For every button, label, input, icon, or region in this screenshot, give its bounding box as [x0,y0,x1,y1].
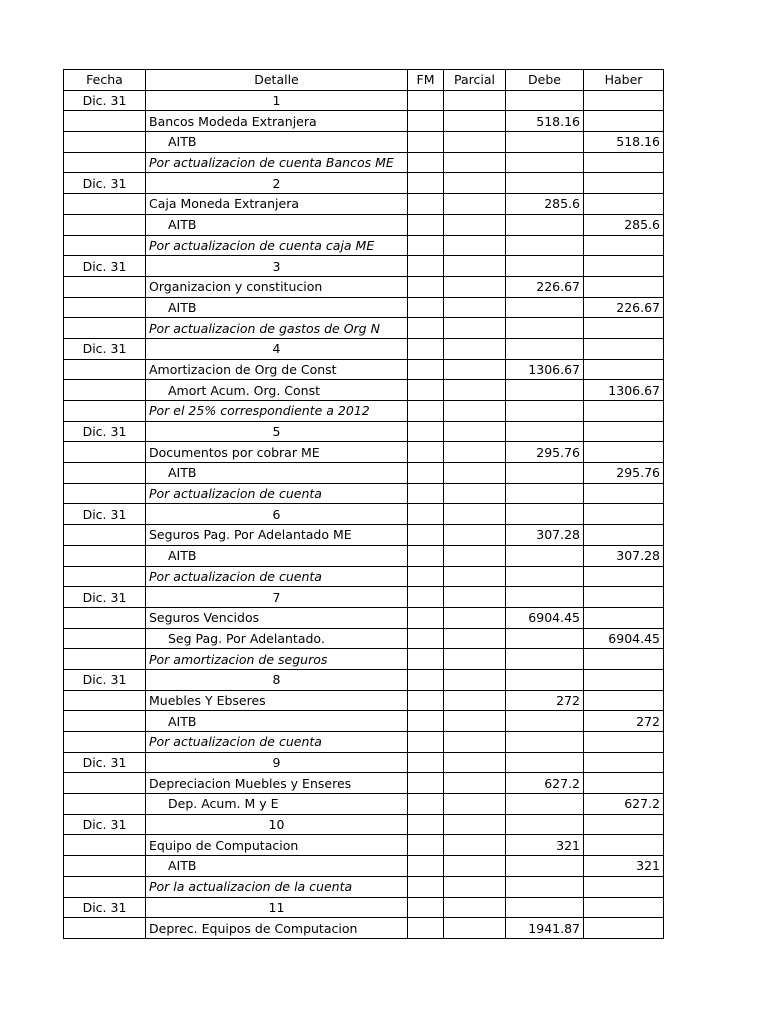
table-row [64,111,664,132]
parcial-cell [444,276,506,297]
fecha-cell [64,442,146,463]
fm-cell [408,690,444,711]
table-row [64,690,664,711]
detalle-cell: Por actualizacion de cuenta [146,566,408,587]
parcial-cell [444,421,506,442]
header-haber: Haber [584,70,664,91]
debe-cell [506,235,584,256]
parcial-cell [444,876,506,897]
header-fm: FM [408,70,444,91]
fm-cell [408,483,444,504]
parcial-cell [444,214,506,235]
debe-cell: 307.28 [506,525,584,546]
fecha-cell [64,111,146,132]
table-row [64,856,664,877]
detalle-cell: Seguros Pag. Por Adelantado ME [146,525,408,546]
fecha-cell [64,194,146,215]
haber-cell: 295.76 [584,463,664,484]
fm-cell [408,297,444,318]
detalle-cell: 2 [146,173,408,194]
debe-cell [506,318,584,339]
fm-cell [408,214,444,235]
haber-cell: 226.67 [584,297,664,318]
debe-cell [506,669,584,690]
fecha-cell [64,318,146,339]
fm-cell [408,90,444,111]
debe-cell [506,649,584,670]
fm-cell [408,359,444,380]
table-row [64,504,664,525]
fm-cell [408,338,444,359]
parcial-cell [444,773,506,794]
table-row [64,173,664,194]
fecha-cell [64,483,146,504]
fecha-cell: Dic. 31 [64,504,146,525]
detalle-cell: AITB [146,297,408,318]
haber-cell [584,194,664,215]
fecha-cell [64,359,146,380]
detalle-cell: 1 [146,90,408,111]
debe-cell [506,732,584,753]
detalle-cell: Por actualizacion de cuenta caja ME [146,235,408,256]
haber-cell [584,256,664,277]
haber-cell [584,732,664,753]
debe-cell [506,421,584,442]
detalle-cell: Equipo de Computacion [146,835,408,856]
table-row [64,235,664,256]
table-row [64,194,664,215]
fm-cell [408,607,444,628]
parcial-cell [444,318,506,339]
fm-cell [408,235,444,256]
fm-cell [408,463,444,484]
fecha-cell: Dic. 31 [64,90,146,111]
table-row [64,214,664,235]
debe-cell [506,173,584,194]
haber-cell: 285.6 [584,214,664,235]
debe-cell [506,380,584,401]
parcial-cell [444,649,506,670]
haber-cell: 6904.45 [584,628,664,649]
fm-cell [408,442,444,463]
detalle-cell: Por amortizacion de seguros [146,649,408,670]
table-row [64,318,664,339]
fecha-cell [64,711,146,732]
parcial-cell [444,194,506,215]
parcial-cell [444,566,506,587]
haber-cell [584,876,664,897]
haber-cell [584,483,664,504]
parcial-cell [444,483,506,504]
detalle-cell: Por actualizacion de cuenta Bancos ME [146,152,408,173]
detalle-cell: Por actualizacion de gastos de Org N [146,318,408,339]
parcial-cell [444,690,506,711]
parcial-cell [444,711,506,732]
haber-cell: 272 [584,711,664,732]
detalle-cell: 8 [146,669,408,690]
fecha-cell: Dic. 31 [64,752,146,773]
haber-cell: 518.16 [584,132,664,153]
table-row [64,876,664,897]
table-row [64,628,664,649]
table-row [64,359,664,380]
fecha-cell [64,276,146,297]
haber-cell: 1306.67 [584,380,664,401]
table-row [64,814,664,835]
fm-cell [408,173,444,194]
table-row [64,380,664,401]
fecha-cell [64,649,146,670]
debe-cell [506,794,584,815]
fm-cell [408,669,444,690]
parcial-cell [444,814,506,835]
parcial-cell [444,545,506,566]
detalle-cell: 11 [146,897,408,918]
haber-cell [584,587,664,608]
parcial-cell [444,732,506,753]
table-row [64,442,664,463]
debe-cell [506,132,584,153]
detalle-cell: Por actualizacion de cuenta [146,732,408,753]
detalle-cell: 4 [146,338,408,359]
header-row [64,70,664,91]
fm-cell [408,421,444,442]
haber-cell [584,111,664,132]
debe-cell [506,338,584,359]
fecha-cell: Dic. 31 [64,338,146,359]
parcial-cell [444,359,506,380]
detalle-cell: 5 [146,421,408,442]
parcial-cell [444,442,506,463]
table-row [64,835,664,856]
haber-cell [584,276,664,297]
haber-cell: 321 [584,856,664,877]
fecha-cell [64,732,146,753]
debe-cell [506,711,584,732]
haber-cell [584,897,664,918]
haber-cell [584,773,664,794]
debe-cell: 6904.45 [506,607,584,628]
parcial-cell [444,752,506,773]
detalle-cell: Bancos Modeda Extranjera [146,111,408,132]
detalle-cell: Por la actualizacion de la cuenta [146,876,408,897]
parcial-cell [444,504,506,525]
header-parcial: Parcial [444,70,506,91]
fm-cell [408,587,444,608]
detalle-cell: 3 [146,256,408,277]
fm-cell [408,876,444,897]
debe-cell [506,876,584,897]
detalle-cell: Amort Acum. Org. Const [146,380,408,401]
table-row [64,773,664,794]
haber-cell [584,442,664,463]
haber-cell [584,814,664,835]
parcial-cell [444,235,506,256]
fecha-cell [64,214,146,235]
fm-cell [408,111,444,132]
fecha-cell [64,401,146,422]
fecha-cell [64,545,146,566]
fecha-cell [64,525,146,546]
fecha-cell: Dic. 31 [64,421,146,442]
haber-cell [584,607,664,628]
detalle-cell: 9 [146,752,408,773]
fecha-cell [64,566,146,587]
fecha-cell [64,607,146,628]
detalle-cell: Por el 25% correspondiente a 2012 [146,401,408,422]
fm-cell [408,566,444,587]
debe-cell [506,856,584,877]
detalle-cell: Muebles Y Ebseres [146,690,408,711]
detalle-cell: AITB [146,856,408,877]
debe-cell: 1941.87 [506,918,584,939]
table-row [64,545,664,566]
fm-cell [408,794,444,815]
detalle-cell: Seg Pag. Por Adelantado. [146,628,408,649]
haber-cell [584,152,664,173]
debe-cell [506,814,584,835]
table-row [64,338,664,359]
debe-cell [506,587,584,608]
debe-cell [506,628,584,649]
fm-cell [408,814,444,835]
debe-cell [506,752,584,773]
table-row [64,918,664,939]
parcial-cell [444,897,506,918]
fm-cell [408,545,444,566]
fm-cell [408,711,444,732]
haber-cell [584,525,664,546]
parcial-cell [444,607,506,628]
detalle-cell: AITB [146,711,408,732]
table-row [64,897,664,918]
debe-cell [506,545,584,566]
debe-cell: 272 [506,690,584,711]
table-row [64,152,664,173]
table-row [64,90,664,111]
haber-cell [584,173,664,194]
parcial-cell [444,587,506,608]
haber-cell [584,669,664,690]
table-row [64,732,664,753]
debe-cell: 295.76 [506,442,584,463]
haber-cell [584,338,664,359]
detalle-cell: 7 [146,587,408,608]
fm-cell [408,504,444,525]
parcial-cell [444,628,506,649]
table-row [64,297,664,318]
header-debe: Debe [506,70,584,91]
fecha-cell [64,297,146,318]
parcial-cell [444,380,506,401]
haber-cell: 307.28 [584,545,664,566]
table-row [64,794,664,815]
fm-cell [408,276,444,297]
header-detalle: Detalle [146,70,408,91]
parcial-cell [444,835,506,856]
debe-cell [506,256,584,277]
journal-body [64,90,664,938]
haber-cell [584,90,664,111]
fm-cell [408,918,444,939]
fecha-cell: Dic. 31 [64,897,146,918]
detalle-cell: AITB [146,545,408,566]
fecha-cell [64,876,146,897]
haber-cell [584,421,664,442]
fecha-cell [64,132,146,153]
debe-cell [506,152,584,173]
debe-cell [506,214,584,235]
table-row [64,132,664,153]
haber-cell [584,359,664,380]
table-row [64,752,664,773]
table-row [64,587,664,608]
detalle-cell: Seguros Vencidos [146,607,408,628]
debe-cell [506,566,584,587]
fm-cell [408,856,444,877]
fecha-cell [64,856,146,877]
parcial-cell [444,173,506,194]
fecha-cell [64,918,146,939]
fm-cell [408,380,444,401]
table-row [64,401,664,422]
fm-cell [408,752,444,773]
table-row [64,463,664,484]
detalle-cell: AITB [146,214,408,235]
fecha-cell: Dic. 31 [64,814,146,835]
fecha-cell [64,235,146,256]
fm-cell [408,732,444,753]
debe-cell [506,401,584,422]
haber-cell [584,566,664,587]
detalle-cell: Organizacion y constitucion [146,276,408,297]
detalle-cell: 10 [146,814,408,835]
haber-cell [584,918,664,939]
debe-cell: 627.2 [506,773,584,794]
fecha-cell [64,380,146,401]
table-row [64,525,664,546]
fm-cell [408,194,444,215]
fecha-cell: Dic. 31 [64,587,146,608]
parcial-cell [444,856,506,877]
fecha-cell: Dic. 31 [64,173,146,194]
fecha-cell [64,628,146,649]
table-row [64,276,664,297]
table-row [64,711,664,732]
haber-cell [584,690,664,711]
detalle-cell: Dep. Acum. M y E [146,794,408,815]
haber-cell [584,401,664,422]
fm-cell [408,152,444,173]
parcial-cell [444,401,506,422]
debe-cell: 518.16 [506,111,584,132]
parcial-cell [444,297,506,318]
table-row [64,649,664,670]
fm-cell [408,773,444,794]
journal-table [63,69,664,939]
fecha-cell: Dic. 31 [64,256,146,277]
fecha-cell [64,773,146,794]
debe-cell [506,897,584,918]
debe-cell: 285.6 [506,194,584,215]
haber-cell [584,649,664,670]
haber-cell [584,504,664,525]
detalle-cell: AITB [146,132,408,153]
detalle-cell: 6 [146,504,408,525]
debe-cell: 1306.67 [506,359,584,380]
fecha-cell: Dic. 31 [64,669,146,690]
parcial-cell [444,525,506,546]
fecha-cell [64,152,146,173]
haber-cell: 627.2 [584,794,664,815]
fm-cell [408,649,444,670]
parcial-cell [444,794,506,815]
detalle-cell: Deprec. Equipos de Computacion [146,918,408,939]
fm-cell [408,525,444,546]
fecha-cell [64,463,146,484]
parcial-cell [444,152,506,173]
table-row [64,483,664,504]
table-row [64,256,664,277]
parcial-cell [444,338,506,359]
debe-cell [506,504,584,525]
parcial-cell [444,918,506,939]
table-row [64,607,664,628]
table-row [64,421,664,442]
debe-cell [506,90,584,111]
fm-cell [408,256,444,277]
fm-cell [408,628,444,649]
fecha-cell [64,794,146,815]
fecha-cell [64,835,146,856]
detalle-cell: Documentos por cobrar ME [146,442,408,463]
fm-cell [408,835,444,856]
parcial-cell [444,90,506,111]
fm-cell [408,897,444,918]
fm-cell [408,401,444,422]
detalle-cell: Depreciacion Muebles y Enseres [146,773,408,794]
table-row [64,669,664,690]
debe-cell [506,483,584,504]
header-fecha: Fecha [64,70,146,91]
detalle-cell: Caja Moneda Extranjera [146,194,408,215]
haber-cell [584,752,664,773]
parcial-cell [444,256,506,277]
detalle-cell: Por actualizacion de cuenta [146,483,408,504]
debe-cell: 321 [506,835,584,856]
haber-cell [584,318,664,339]
fm-cell [408,132,444,153]
detalle-cell: Amortizacion de Org de Const [146,359,408,380]
detalle-cell: AITB [146,463,408,484]
haber-cell [584,835,664,856]
debe-cell: 226.67 [506,276,584,297]
parcial-cell [444,111,506,132]
fecha-cell [64,690,146,711]
debe-cell [506,297,584,318]
parcial-cell [444,463,506,484]
parcial-cell [444,669,506,690]
debe-cell [506,463,584,484]
parcial-cell [444,132,506,153]
haber-cell [584,235,664,256]
fm-cell [408,318,444,339]
table-row [64,566,664,587]
